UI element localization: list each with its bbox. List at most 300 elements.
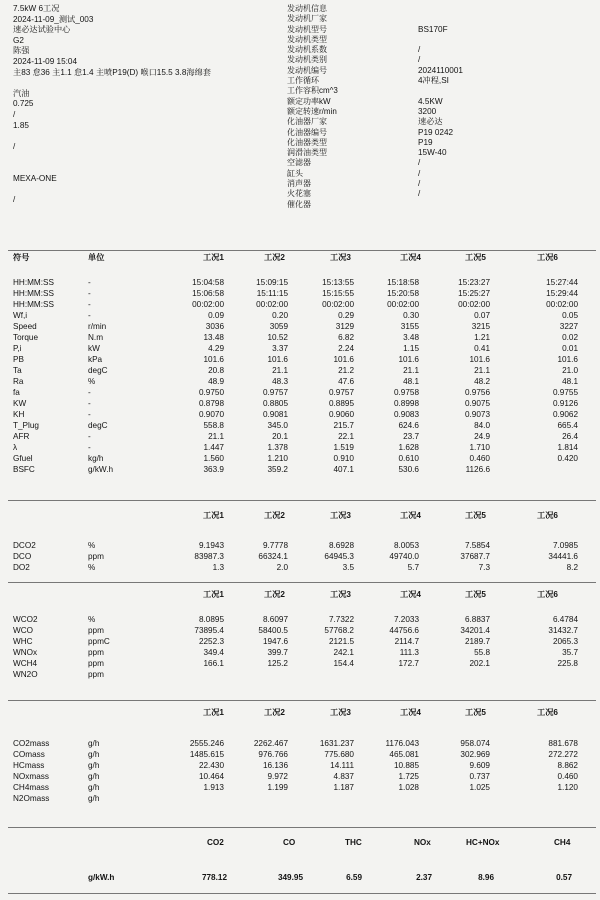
test-info-line: / <box>13 109 16 119</box>
row-unit: degC <box>88 421 108 430</box>
wet-concentration-table <box>0 589 600 681</box>
table-cell: 0.9757 <box>328 388 354 397</box>
row-symbol: COmass <box>13 750 45 759</box>
table-cell: 1.710 <box>469 443 490 452</box>
table-cell: 2121.5 <box>328 637 354 646</box>
table-cell: 2114.7 <box>394 637 419 646</box>
table-cell: 2.0 <box>276 563 288 572</box>
table-cell: 0.9062 <box>552 410 578 419</box>
engine-info-label: 发动机厂家 <box>287 14 327 24</box>
test-info-line: 速必达试验中心 <box>13 25 71 35</box>
table-row <box>0 355 600 366</box>
table-row <box>0 670 600 681</box>
test-info-block <box>13 4 211 205</box>
summary-label: NOx <box>414 838 431 847</box>
row-unit: kg/h <box>88 454 104 463</box>
table-cell: 1631.237 <box>319 739 354 748</box>
table-cell: 64945.3 <box>324 552 354 561</box>
row-unit: ppm <box>88 552 104 561</box>
table-cell: 2262.467 <box>253 739 288 748</box>
divider <box>8 582 596 583</box>
table-cell: 9.609 <box>469 761 490 770</box>
engine-info-value <box>418 86 463 96</box>
table-cell: 37687.7 <box>460 552 490 561</box>
row-symbol: KH <box>13 410 25 419</box>
row-symbol: AFR <box>13 432 30 441</box>
row-symbol: WCO <box>13 626 34 635</box>
summary-label: CO2 <box>207 838 224 847</box>
table-cell: 15:27:44 <box>546 278 578 287</box>
condition-header: 工况3 <box>330 253 351 262</box>
table-cell: 558.8 <box>203 421 224 430</box>
table-cell: 9.972 <box>267 772 288 781</box>
engine-info-label: 缸头 <box>287 168 303 178</box>
test-info-line: 主83 怠36 主1.1 怠1.4 主喷P19(D) 喉口15.5 3.8海绵套 <box>13 67 211 77</box>
summary-value: 0.57 <box>556 873 572 882</box>
table-cell: 21.1 <box>272 366 288 375</box>
table-header-row <box>0 589 600 600</box>
engine-info-label: 化油器厂家 <box>287 117 327 127</box>
table-cell: 83987.3 <box>194 552 224 561</box>
condition-header: 工况5 <box>465 253 486 262</box>
engine-info-label: 化油器类型 <box>287 137 327 147</box>
divider <box>8 250 596 251</box>
row-unit: g/h <box>88 750 100 759</box>
table-cell: 465.081 <box>389 750 419 759</box>
table-cell: 0.41 <box>474 344 490 353</box>
table-cell: 8.6928 <box>328 541 354 550</box>
table-cell: 47.6 <box>338 377 354 386</box>
table-cell: 0.737 <box>469 772 490 781</box>
table-cell: 15:04:58 <box>192 278 224 287</box>
table-cell: 958.074 <box>460 739 490 748</box>
engine-info-values <box>418 4 463 210</box>
row-unit: ppm <box>88 659 104 668</box>
row-unit: - <box>88 443 91 452</box>
table-cell: 2065.3 <box>552 637 578 646</box>
summary-label: THC <box>345 838 362 847</box>
table-cell: 166.1 <box>203 659 224 668</box>
row-unit: - <box>88 311 91 320</box>
summary-header-row <box>0 838 600 852</box>
condition-header: 工况2 <box>264 253 285 262</box>
table-cell: 15:25:27 <box>458 289 490 298</box>
table-cell: 3227 <box>559 322 578 331</box>
table-cell: 15:18:58 <box>387 278 419 287</box>
summary-unit: g/kW.h <box>88 873 115 882</box>
test-info-line: 陈强 <box>13 46 30 56</box>
row-symbol: DCO <box>13 552 32 561</box>
row-unit: - <box>88 388 91 397</box>
table-cell: 26.4 <box>562 432 578 441</box>
engine-info-value: P19 <box>418 137 433 147</box>
engine-info-label: 发动机系数 <box>287 45 327 55</box>
table-cell: 1.187 <box>333 783 354 792</box>
row-unit: ppmC <box>88 637 110 646</box>
table-cell: 1.025 <box>469 783 490 792</box>
table-cell: 101.6 <box>333 355 354 364</box>
engine-info-value <box>418 35 463 45</box>
table-cell: 202.1 <box>469 659 490 668</box>
row-symbol: T_Plug <box>13 421 39 430</box>
table-cell: 302.969 <box>460 750 490 759</box>
table-cell: 5.7 <box>407 563 419 572</box>
row-symbol: DCO2 <box>13 541 36 550</box>
table-cell: 101.6 <box>203 355 224 364</box>
table-cell: 55.8 <box>474 648 490 657</box>
engine-info-label: 火花塞 <box>287 189 311 199</box>
engine-info-label: 发动机类别 <box>287 55 327 65</box>
row-unit: ppm <box>88 670 104 679</box>
unit-header: 单位 <box>88 253 105 262</box>
test-info-line: MEXA-ONE <box>13 173 57 183</box>
table-cell: 1.814 <box>557 443 578 452</box>
table-cell: 00:02:00 <box>387 300 419 309</box>
table-cell: 0.8805 <box>262 399 288 408</box>
engine-info-label: 空滤器 <box>287 158 311 168</box>
table-cell: 7.7322 <box>328 615 354 624</box>
table-cell: 2.24 <box>338 344 354 353</box>
condition-header: 工况5 <box>465 708 486 717</box>
table-row <box>0 659 600 670</box>
row-symbol: CO2mass <box>13 739 50 748</box>
row-unit: g/h <box>88 761 100 770</box>
table-cell: 15:13:55 <box>322 278 354 287</box>
engine-info-value: / <box>418 158 421 168</box>
table-cell: 10.885 <box>393 761 419 770</box>
table-row <box>0 410 600 421</box>
row-unit: - <box>88 300 91 309</box>
test-info-line: 1.85 <box>13 120 29 130</box>
table-cell: 0.09 <box>208 311 224 320</box>
table-cell: 345.0 <box>267 421 288 430</box>
row-unit: g/h <box>88 783 100 792</box>
table-cell: 0.9075 <box>464 399 490 408</box>
row-symbol: CH4mass <box>13 783 49 792</box>
table-cell: 21.1 <box>208 432 224 441</box>
table-cell: 0.30 <box>403 311 419 320</box>
table-cell: 1.21 <box>474 333 490 342</box>
table-row <box>0 750 600 761</box>
test-info-line: G2 <box>13 35 24 45</box>
engine-info-value: BS170F <box>418 24 448 34</box>
table-cell: 00:02:00 <box>546 300 578 309</box>
condition-header: 工况1 <box>203 253 224 262</box>
engine-info-label: 催化器 <box>287 199 311 209</box>
engine-info-value: 速必达 <box>418 117 443 127</box>
table-cell: 624.6 <box>398 421 419 430</box>
table-cell: 35.7 <box>562 648 578 657</box>
table-cell: 1.378 <box>267 443 288 452</box>
table-cell: 0.05 <box>562 311 578 320</box>
table-cell: 225.8 <box>557 659 578 668</box>
row-unit: % <box>88 541 96 550</box>
table-row <box>0 322 600 333</box>
table-cell: 0.9756 <box>464 388 490 397</box>
table-row <box>0 626 600 637</box>
summary-value: 778.12 <box>201 873 227 882</box>
row-symbol: WHC <box>13 637 33 646</box>
row-unit: kPa <box>88 355 103 364</box>
table-cell: 0.01 <box>562 344 578 353</box>
table-cell: 101.6 <box>469 355 490 364</box>
table-cell: 48.1 <box>403 377 419 386</box>
row-unit: % <box>88 615 96 624</box>
row-unit: r/min <box>88 322 107 331</box>
row-symbol: P,i <box>13 344 22 353</box>
table-row <box>0 333 600 344</box>
table-header-row <box>0 252 600 263</box>
table-cell: 775.680 <box>324 750 354 759</box>
row-unit: ppm <box>88 648 104 657</box>
table-row <box>0 377 600 388</box>
summary-value: 2.37 <box>416 873 432 882</box>
row-unit: kW <box>88 344 100 353</box>
condition-header: 工况1 <box>203 590 224 599</box>
condition-header: 工况6 <box>537 511 558 520</box>
table-row <box>0 794 600 805</box>
table-cell: 13.48 <box>203 333 224 342</box>
table-cell: 8.862 <box>557 761 578 770</box>
table-row <box>0 637 600 648</box>
dry-concentration-table <box>0 510 600 574</box>
table-cell: 0.29 <box>338 311 354 320</box>
table-cell: 1.3 <box>212 563 224 572</box>
table-row <box>0 454 600 465</box>
table-cell: 8.0895 <box>198 615 224 624</box>
table-row <box>0 772 600 783</box>
table-cell: 0.9081 <box>262 410 288 419</box>
table-cell: 215.7 <box>333 421 354 430</box>
engine-info-value: / <box>418 189 421 199</box>
test-info-line: / <box>13 141 16 151</box>
table-row <box>0 432 600 443</box>
divider <box>8 893 596 894</box>
divider <box>8 700 596 701</box>
table-cell: 976.766 <box>258 750 288 759</box>
table-cell: 22.1 <box>338 432 354 441</box>
table-row <box>0 739 600 750</box>
table-cell: 363.9 <box>203 465 224 474</box>
table-row <box>0 443 600 454</box>
engine-info-value: / <box>418 55 421 65</box>
engine-info-value: 3200 <box>418 106 437 116</box>
symbol-header: 符号 <box>13 253 30 262</box>
condition-header: 工况2 <box>264 511 285 520</box>
row-symbol: WCO2 <box>13 615 38 624</box>
table-row <box>0 311 600 322</box>
table-cell: 20.8 <box>208 366 224 375</box>
specific-emissions-summary <box>0 838 600 887</box>
table-cell: 7.2033 <box>393 615 419 624</box>
condition-header: 工况6 <box>537 253 558 262</box>
table-cell: 8.2 <box>566 563 578 572</box>
row-symbol: N2Omass <box>13 794 50 803</box>
table-cell: 1.120 <box>557 783 578 792</box>
table-cell: 0.9073 <box>464 410 490 419</box>
table-cell: 1485.615 <box>189 750 224 759</box>
engine-info-value: / <box>418 179 421 189</box>
table-cell: 1.199 <box>267 783 288 792</box>
table-cell: 359.2 <box>267 465 288 474</box>
test-info-line: 2024-11-09_测试_003 <box>13 14 94 24</box>
table-cell: 101.6 <box>267 355 288 364</box>
row-unit: g/h <box>88 772 100 781</box>
table-cell: 3129 <box>335 322 354 331</box>
table-cell: 0.02 <box>562 333 578 342</box>
table-cell: 272.272 <box>548 750 578 759</box>
table-header-row <box>0 510 600 521</box>
table-cell: 665.4 <box>557 421 578 430</box>
table-cell: 0.9083 <box>393 410 419 419</box>
table-cell: 2252.3 <box>198 637 224 646</box>
table-row <box>0 563 600 574</box>
row-symbol: HH:MM:SS <box>13 278 54 287</box>
table-cell: 1.560 <box>203 454 224 463</box>
row-symbol: λ <box>13 443 18 452</box>
condition-header: 工况3 <box>330 708 351 717</box>
summary-value: 6.59 <box>346 873 362 882</box>
table-cell: 0.8798 <box>198 399 224 408</box>
table-cell: 15:15:55 <box>322 289 354 298</box>
engine-info-label: 发动机信息 <box>287 4 327 13</box>
test-info-line <box>13 78 211 89</box>
engine-info-label: 发动机型号 <box>287 24 327 34</box>
table-cell: 8.6097 <box>262 615 288 624</box>
table-cell: 1.725 <box>398 772 419 781</box>
table-row <box>0 344 600 355</box>
row-unit: - <box>88 278 91 287</box>
main-results-table <box>0 252 600 476</box>
condition-header: 工况4 <box>400 253 421 262</box>
table-row <box>0 761 600 772</box>
row-symbol: Torque <box>13 333 39 342</box>
condition-header: 工况1 <box>203 511 224 520</box>
table-cell: 399.7 <box>267 648 288 657</box>
table-cell: 00:02:00 <box>458 300 490 309</box>
row-symbol: Wf,i <box>13 311 28 320</box>
row-unit: ppm <box>88 626 104 635</box>
table-cell: 48.2 <box>474 377 490 386</box>
table-cell: 23.7 <box>403 432 419 441</box>
table-cell: 1.028 <box>398 783 419 792</box>
table-cell: 0.610 <box>398 454 419 463</box>
table-cell: 31432.7 <box>548 626 578 635</box>
table-cell: 407.1 <box>333 465 354 474</box>
row-symbol: PB <box>13 355 24 364</box>
divider <box>8 500 596 501</box>
table-cell: 22.430 <box>198 761 224 770</box>
row-symbol: HH:MM:SS <box>13 300 54 309</box>
engine-info-label: 工作容积cm^3 <box>287 86 338 96</box>
row-symbol: HH:MM:SS <box>13 289 54 298</box>
table-cell: 73895.4 <box>194 626 224 635</box>
table-cell: 48.3 <box>272 377 288 386</box>
mass-flow-table <box>0 707 600 805</box>
row-unit: - <box>88 410 91 419</box>
test-info-line <box>13 152 211 163</box>
engine-info-value: / <box>418 168 421 178</box>
summary-label: CH4 <box>554 838 571 847</box>
row-symbol: Ra <box>13 377 24 386</box>
engine-info-label: 化油器编号 <box>287 127 327 137</box>
table-cell: 20.1 <box>272 432 288 441</box>
table-cell: 34441.6 <box>548 552 578 561</box>
table-cell: 15:06:58 <box>192 289 224 298</box>
row-symbol: WNOx <box>13 648 38 657</box>
table-cell: 10.464 <box>198 772 224 781</box>
table-cell: 7.5854 <box>464 541 490 550</box>
table-cell: 3215 <box>471 322 490 331</box>
table-cell: 7.0985 <box>552 541 578 550</box>
row-unit: g/kW.h <box>88 465 114 474</box>
test-info-line: 汽油 <box>13 88 30 98</box>
table-cell: 24.9 <box>474 432 490 441</box>
summary-value-row <box>0 873 600 887</box>
table-cell: 6.4784 <box>552 615 578 624</box>
test-info-line <box>13 184 211 195</box>
table-row <box>0 388 600 399</box>
table-cell: 15:23:27 <box>458 278 490 287</box>
table-cell: 1.913 <box>203 783 224 792</box>
table-row <box>0 278 600 289</box>
table-cell: 0.910 <box>333 454 354 463</box>
table-cell: 3036 <box>205 322 224 331</box>
row-symbol: Speed <box>13 322 37 331</box>
condition-header: 工况2 <box>264 590 285 599</box>
table-cell: 00:02:00 <box>322 300 354 309</box>
engine-info-value: 4冲程,SI <box>418 76 449 86</box>
table-row <box>0 300 600 311</box>
table-cell: 242.1 <box>333 648 354 657</box>
table-cell: 9.1943 <box>198 541 224 550</box>
table-row <box>0 648 600 659</box>
table-cell: 111.3 <box>399 648 419 657</box>
engine-info-label: 工作循环 <box>287 76 319 86</box>
table-cell: 58400.5 <box>258 626 288 635</box>
table-row <box>0 399 600 410</box>
table-cell: 1.519 <box>333 443 354 452</box>
divider <box>8 827 596 828</box>
engine-info-label: 润滑油类型 <box>287 148 327 158</box>
table-cell: 21.0 <box>562 366 578 375</box>
table-row <box>0 541 600 552</box>
row-unit: N.m <box>88 333 104 342</box>
condition-header: 工况4 <box>400 708 421 717</box>
engine-info-label: 额定转速r/min <box>287 106 337 116</box>
table-cell: 0.9060 <box>328 410 354 419</box>
table-cell: 3.5 <box>342 563 354 572</box>
table-cell: 530.6 <box>398 465 419 474</box>
table-cell: 00:02:00 <box>192 300 224 309</box>
table-cell: 1126.6 <box>465 465 490 474</box>
table-header-row <box>0 707 600 718</box>
table-cell: 7.3 <box>478 563 490 572</box>
table-cell: 1.15 <box>403 344 419 353</box>
engine-info-value: / <box>418 45 421 55</box>
table-cell: 15:20:58 <box>387 289 419 298</box>
summary-value: 8.96 <box>478 873 494 882</box>
table-cell: 14.111 <box>330 761 354 770</box>
table-cell: 21.1 <box>474 366 490 375</box>
table-row <box>0 289 600 300</box>
row-unit: - <box>88 289 91 298</box>
table-cell: 4.29 <box>208 344 224 353</box>
test-info-line <box>13 131 211 142</box>
row-unit: - <box>88 432 91 441</box>
engine-info-label: 发动机编号 <box>287 65 327 75</box>
engine-info-value: P19 0242 <box>418 127 454 137</box>
